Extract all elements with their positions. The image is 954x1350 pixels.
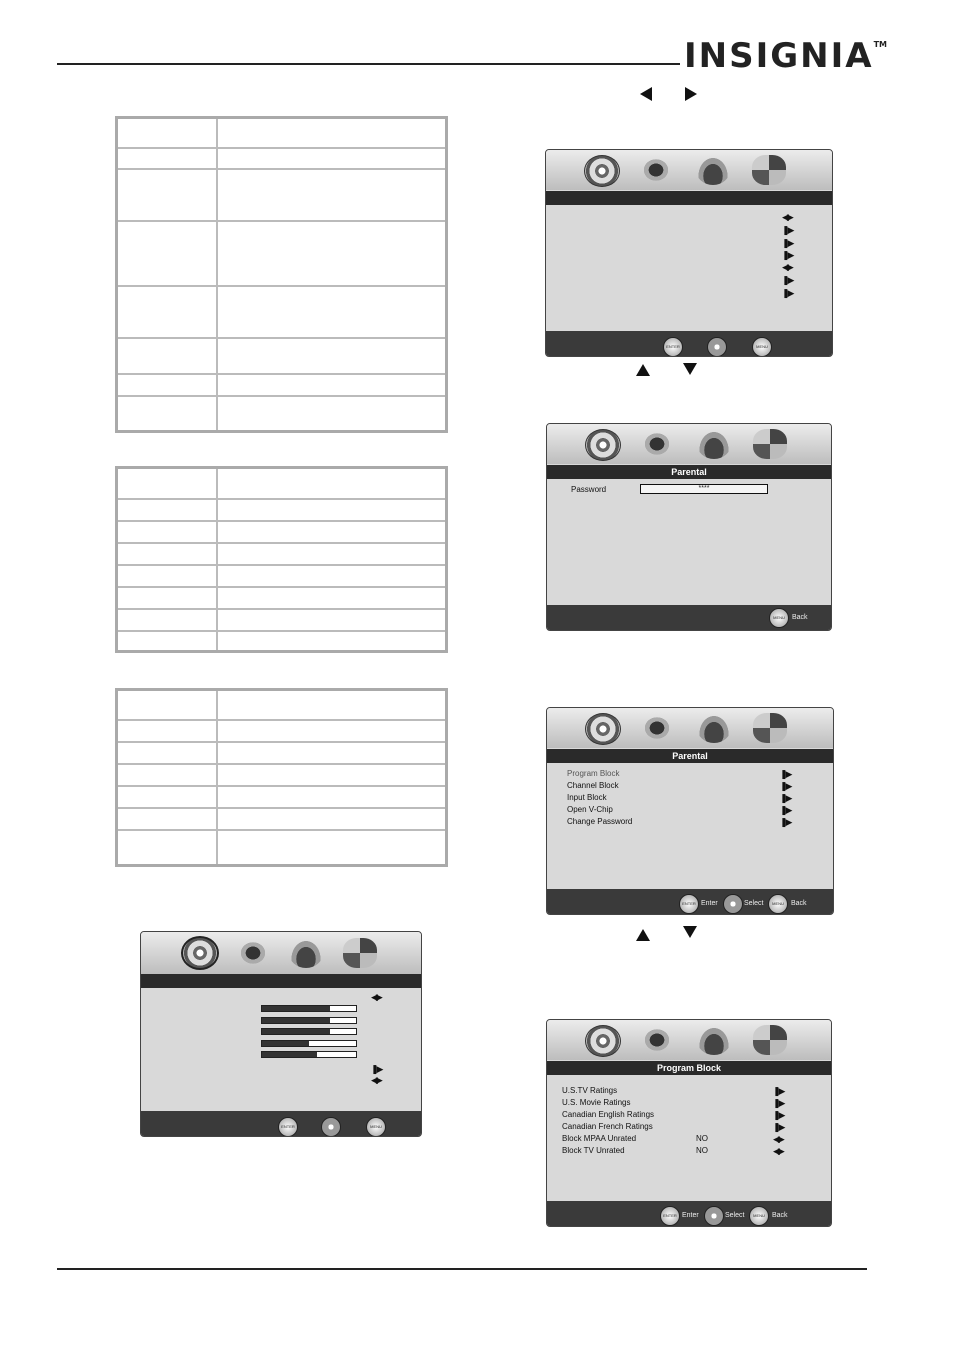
menu-item-open-vchip[interactable]: Open V-Chip: [567, 805, 613, 814]
footer-rule: [57, 1268, 867, 1270]
parental-password-screen: [546, 423, 832, 631]
menu-item-block-tv-unrated[interactable]: Block TV Unrated: [562, 1146, 625, 1155]
menu-title: Parental: [547, 465, 831, 479]
dpad-icon: [723, 894, 743, 914]
picture-icon: [697, 1025, 731, 1055]
back-label: Back: [792, 614, 808, 621]
speaker-icon: [640, 429, 674, 459]
menu-item-canadian-english[interactable]: Canadian English Ratings: [562, 1110, 655, 1119]
enter-label: Enter: [701, 900, 718, 907]
password-input[interactable]: ****: [640, 484, 768, 494]
disc-icon: [585, 1025, 621, 1057]
settings-icon: [753, 429, 787, 459]
dpad-icon: [707, 337, 727, 357]
settings-icon: [752, 155, 786, 185]
down-arrow-icon: [683, 926, 697, 938]
submenu-arrow-icon: ❚▶: [773, 1098, 784, 1108]
picture-icon: [697, 713, 731, 743]
speaker-icon: [236, 938, 270, 968]
slider-3[interactable]: [261, 1028, 357, 1035]
select-label: Select: [725, 1212, 745, 1219]
back-label: Back: [791, 900, 807, 907]
left-right-arrow-icon: ◀▶: [782, 262, 792, 272]
submenu-arrow-icon: ❚▶: [773, 1086, 784, 1096]
settings-icon: [753, 713, 787, 743]
dpad-icon: [704, 1206, 724, 1226]
brand-logo: INSIGNIA™: [684, 36, 887, 76]
submenu-arrow-icon: ❚▶: [371, 1064, 382, 1074]
slider-4[interactable]: [261, 1040, 357, 1047]
block-tv-value: NO: [696, 1146, 708, 1155]
slider-2[interactable]: [261, 1017, 357, 1024]
picture-icon: [697, 429, 731, 459]
menu-footer: [546, 331, 832, 356]
enter-button[interactable]: ENTER: [660, 1206, 680, 1226]
settings-menu-screen: [545, 149, 833, 357]
menu-button[interactable]: MENU: [768, 894, 788, 914]
submenu-arrow-icon: ❚▶: [782, 250, 793, 260]
up-arrow-icon: [636, 364, 650, 376]
right-arrow-icon: [685, 87, 697, 101]
menu-title-bar: [546, 191, 832, 205]
picture-icon: [696, 155, 730, 185]
header-rule: [57, 63, 680, 65]
speaker-icon: [640, 713, 674, 743]
speaker-icon: [640, 1025, 674, 1055]
menu-title: Parental: [547, 749, 833, 763]
submenu-arrow-icon: ❚▶: [780, 793, 791, 803]
submenu-arrow-icon: ❚▶: [782, 225, 793, 235]
picture-menu-screen: [140, 931, 422, 1137]
disc-icon: [585, 429, 621, 461]
menu-button[interactable]: MENU: [752, 337, 772, 357]
submenu-arrow-icon: ❚▶: [780, 817, 791, 827]
menu-title: Program Block: [547, 1061, 831, 1075]
left-right-arrow-icon: ◀▶: [371, 1075, 381, 1085]
menu-item-channel-block[interactable]: Channel Block: [567, 781, 619, 790]
dpad-icon: [321, 1117, 341, 1137]
slider-5[interactable]: [261, 1051, 357, 1058]
speaker-icon: [639, 155, 673, 185]
submenu-arrow-icon: ❚▶: [773, 1122, 784, 1132]
disc-icon: [181, 936, 219, 970]
settings-icon: [753, 1025, 787, 1055]
submenu-arrow-icon: ❚▶: [780, 805, 791, 815]
menu-button[interactable]: MENU: [366, 1117, 386, 1137]
enter-button[interactable]: ENTER: [679, 894, 699, 914]
back-label: Back: [772, 1212, 788, 1219]
picture-icon: [289, 938, 323, 968]
disc-icon: [584, 155, 620, 187]
menu-button[interactable]: MENU: [769, 608, 789, 628]
menu-item-change-password[interactable]: Change Password: [567, 817, 633, 826]
down-arrow-icon: [683, 363, 697, 375]
submenu-arrow-icon: ❚▶: [782, 288, 793, 298]
menu-item-canadian-french[interactable]: Canadian French Ratings: [562, 1122, 653, 1131]
enter-button[interactable]: ENTER: [278, 1117, 298, 1137]
submenu-arrow-icon: ❚▶: [782, 238, 793, 248]
parental-menu-screen: [546, 707, 834, 915]
left-right-arrow-icon: ◀▶: [773, 1146, 783, 1156]
submenu-arrow-icon: ❚▶: [780, 781, 791, 791]
left-right-arrow-icon: ◀▶: [773, 1134, 783, 1144]
enter-label: Enter: [682, 1212, 699, 1219]
menu-title-bar: [141, 974, 421, 988]
left-right-arrow-icon: ◀▶: [782, 212, 792, 222]
block-mpaa-value: NO: [696, 1134, 708, 1143]
table-3: [115, 688, 448, 867]
submenu-arrow-icon: ❚▶: [780, 769, 791, 779]
enter-button[interactable]: ENTER: [663, 337, 683, 357]
left-arrow-icon: [640, 87, 652, 101]
submenu-arrow-icon: ❚▶: [773, 1110, 784, 1120]
disc-icon: [585, 713, 621, 745]
menu-item-program-block[interactable]: Program Block: [567, 769, 620, 778]
menu-button[interactable]: MENU: [749, 1206, 769, 1226]
menu-item-us-tv-ratings[interactable]: U.S.TV Ratings: [562, 1086, 618, 1095]
table-1: [115, 116, 448, 433]
password-label: Password: [571, 485, 607, 494]
slider-1[interactable]: [261, 1005, 357, 1012]
menu-item-block-mpaa-unrated[interactable]: Block MPAA Unrated: [562, 1134, 637, 1143]
program-block-screen: [546, 1019, 832, 1227]
table-2: [115, 466, 448, 653]
menu-item-input-block[interactable]: Input Block: [567, 793, 607, 802]
select-label: Select: [744, 900, 764, 907]
left-right-arrow-icon: ◀▶: [371, 992, 381, 1002]
settings-icon: [343, 938, 377, 968]
menu-item-us-movie-ratings[interactable]: U.S. Movie Ratings: [562, 1098, 631, 1107]
submenu-arrow-icon: ❚▶: [782, 275, 793, 285]
up-arrow-icon: [636, 929, 650, 941]
